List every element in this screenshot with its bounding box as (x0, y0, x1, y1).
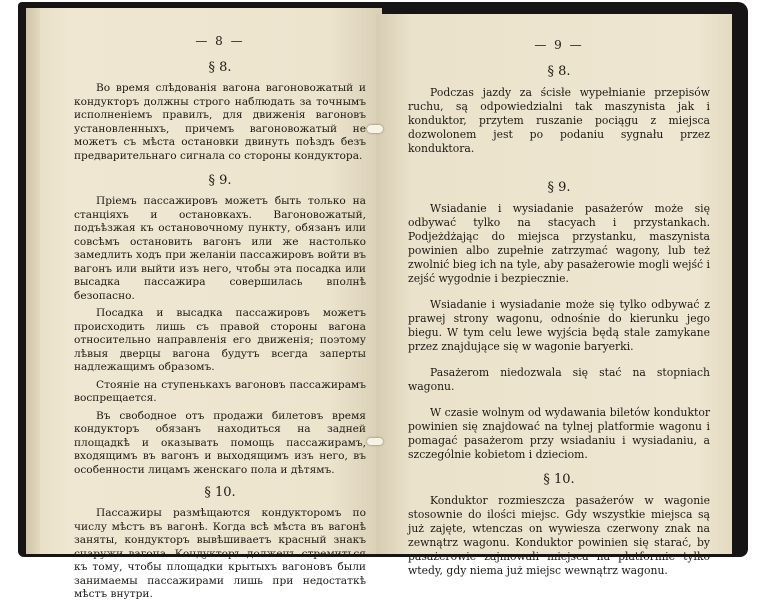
paragraph: Пріемъ пассажировъ можетъ быть только на станціяхъ и остановкахъ. Вагоновожатый, подъѣзжая къ остановочному пункту, обязанъ или совсѣмъ остановить вагонъ или же настолько замедлить ходъ при желаніи пассажировъ войти въ вагонъ или выйти изъ него, чтобы эта посадка или высадка пассажира совершилась вполнѣ безопасно. (74, 195, 366, 302)
spacer (408, 358, 710, 366)
spacer (408, 160, 710, 174)
paragraph: Wsiadanie i wysiadanie pasażerów może się odbywać tylko na stacyach i przystankach. Podjeżdżając do miejsca przystanku, maszynista powinien albo zupełnie zatrzymać wagony, lub też zwolnić bieg ich na tyle, aby pasażerowie mogli wejść i zejść wygodnie i bezpiecznie. (408, 202, 710, 285)
section-heading: § 8. (208, 60, 232, 75)
right-page (376, 14, 732, 577)
paragraph: Пассажиры размѣщаются кондукторомъ по числу мѣстъ въ вагонѣ. Когда всѣ мѣста въ вагонѣ заняты, кондукторъ вывѣшиваетъ красный знакъ снаружи вагона. Кондукторъ долженъ стремиться къ тому, чтобы площадки крытыхъ вагоновъ были занимаемы пассажирами лишь при недостаткѣ мѣстъ внутри. (74, 507, 366, 600)
section-heading: § 10. (543, 472, 575, 487)
paragraph: Wsiadanie i wysiadanie może się tylko odbywać z prawej strony wagonu, odnośnie do kierunku jego biegu. W tym celu lewe wyjścia będą stale zamykane przez znajdujące się w wagonie baryerki. (408, 298, 710, 353)
paragraph: Во время слѣдованія вагона вагоновожатый и кондукторъ должны строго наблюдать за точнымъ исполненіемъ правилъ, для движенія вагоновъ установленныхъ, причемъ вагоновожатый не можетъ съ мѣста остановки двинуть поѣздъ безъ предварительнаго сигнала со стороны кондуктора. (74, 82, 366, 162)
paragraph: Стояніе на ступенькахъ вагоновъ пассажирамъ воспрещается. (74, 378, 366, 404)
page-number: — 9 — (534, 38, 584, 52)
binding-hole (367, 125, 383, 133)
paragraph: Pasażerom niedozwala się stać na stopniach wagonu. (408, 366, 710, 393)
section-heading: § 9. (208, 173, 232, 188)
paragraph: Въ свободное отъ продажи билетовъ время кондукторъ обязанъ находиться на задней площадкѣ и оказывать помощь пассажирамъ, входящимъ въ вагонъ и выходящимъ изъ него, въ особенности лицамъ женскаго пола и дѣтямъ. (74, 409, 366, 476)
paragraph: Посадка и высадка пассажировъ можетъ происходить лишь съ правой стороны вагона относительно направленія его движенія; поэтому лѣвыя дверцы вагона будутъ всегда заперты надлежащимъ образомъ. (74, 307, 366, 373)
binding-hole (367, 438, 383, 445)
spacer (408, 398, 710, 406)
section-heading: § 8. (547, 64, 571, 79)
paragraph: W czasie wolnym od wydawania biletów konduktor powinien się znajdować na tylnej platformie wagonu i pomagać pasażerom przy wsiadaniu i wysiadaniu, a szczególnie kobietom i dzieciom. (408, 406, 710, 461)
spacer (408, 290, 710, 298)
section-heading: § 9. (547, 180, 571, 195)
paragraph: Konduktor rozmieszcza pasażerów w wagonie stosownie do ilości miejsc. Gdy wszystkie miejsca są już zajęte, wtenczas on wywiesza czerwony znak na zewnątrz wagonu. Konduktor powinien się starać, by pasażerowie zajmowali miejsca na platformie tylko wtedy, gdy niema już miejsc wewnątrz wagonu. (408, 494, 710, 577)
page-number: — 8 — (195, 34, 245, 48)
section-heading: § 10. (204, 485, 236, 500)
left-page (26, 8, 382, 600)
paragraph: Podczas jazdy za ścisłe wypełnianie przepisów ruchu, są odpowiedzialni tak maszynista jak i konduktor, przytem ruszanie pociągu z miejsca dozwolonem jest po podaniu sygnału przez konduktora. (408, 86, 710, 155)
